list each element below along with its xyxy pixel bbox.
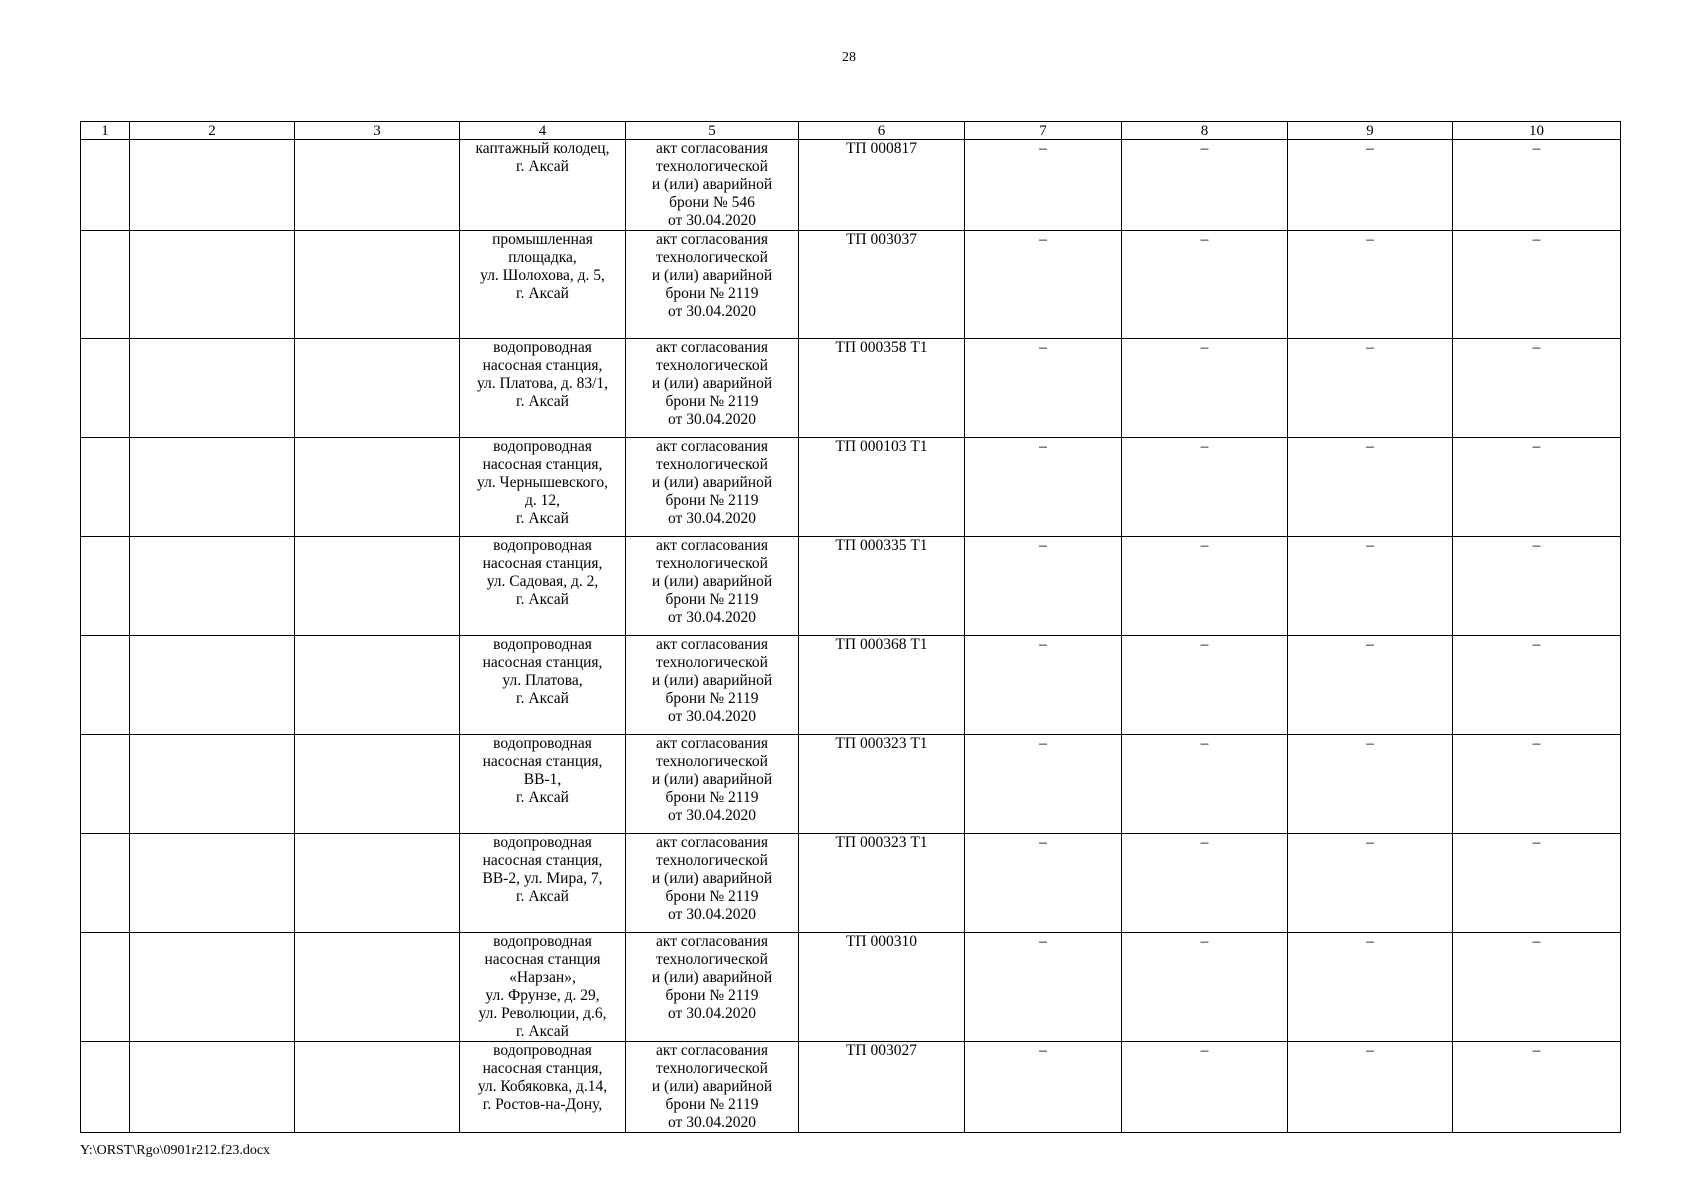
cell-text: – xyxy=(1200,140,1209,157)
table-cell-col-4 xyxy=(460,537,626,636)
table-cell-col-3 xyxy=(295,834,460,933)
cell-text: акт согласования технологической и (или) аварийной брони № 2119 от 30.04.2020 xyxy=(651,834,773,923)
cell-text: акт согласования технологической и (или) аварийной брони № 2119 от 30.04.2020 xyxy=(651,537,773,626)
cell-text: акт согласования технологической и (или) аварийной брони № 2119 от 30.04.2020 xyxy=(651,636,773,725)
table-cell-col-7 xyxy=(965,834,1122,933)
table-cell-col-10 xyxy=(1453,140,1621,231)
table-cell-col-7 xyxy=(965,231,1122,339)
table-cell-col-8 xyxy=(1122,1042,1288,1133)
table-cell-col-3 xyxy=(295,140,460,231)
table-cell-col-2 xyxy=(130,339,295,438)
cell-text: – xyxy=(1200,231,1209,248)
table-cell-col-4 xyxy=(460,834,626,933)
table-cell-col-6 xyxy=(799,636,965,735)
table-cell-col-4 xyxy=(460,1042,626,1133)
table-cell-col-6 xyxy=(799,1042,965,1133)
table-cell-col-9 xyxy=(1288,735,1453,834)
cell-text: – xyxy=(1366,933,1374,950)
table-cell-col-10 xyxy=(1453,933,1621,1042)
table-row xyxy=(81,735,1621,834)
table-cell-col-4 xyxy=(460,735,626,834)
cell-text: водопроводная насосная станция, ВВ-1, г. Аксай xyxy=(482,735,603,806)
data-table xyxy=(80,121,1621,1133)
table-cell-col-1 xyxy=(81,537,130,636)
table-cell-col-2 xyxy=(130,231,295,339)
table-cell-col-2 xyxy=(130,735,295,834)
table-cell-col-10 xyxy=(1453,231,1621,339)
cell-text: ТП 000335 Т1 xyxy=(835,537,928,554)
table-cell-col-4 xyxy=(460,933,626,1042)
cell-text: – xyxy=(1532,339,1541,356)
table-cell-col-1 xyxy=(81,735,130,834)
cell-text: – xyxy=(1200,438,1209,455)
table-cell-col-7 xyxy=(965,735,1122,834)
cell-text: акт согласования технологической и (или) аварийной брони № 2119 от 30.04.2020 xyxy=(651,231,773,320)
table-header-row xyxy=(81,122,1621,140)
cell-text: акт согласования технологической и (или) аварийной брони № 2119 от 30.04.2020 xyxy=(651,1042,773,1131)
cell-text: – xyxy=(1039,735,1047,752)
table-cell-col-8 xyxy=(1122,834,1288,933)
cell-text: – xyxy=(1039,834,1047,851)
cell-text: – xyxy=(1039,339,1047,356)
cell-text: водопроводная насосная станция, ВВ-2, ул. Мира, 7, г. Аксай xyxy=(482,834,603,905)
cell-text: ТП 000323 Т1 xyxy=(835,834,928,851)
table-cell-col-2 xyxy=(130,140,295,231)
table-cell-col-5 xyxy=(626,834,799,933)
table-cell-col-8 xyxy=(1122,735,1288,834)
cell-text: – xyxy=(1532,834,1541,851)
table-cell-col-8 xyxy=(1122,339,1288,438)
table-cell-col-10 xyxy=(1453,735,1621,834)
cell-text: водопроводная насосная станция, ул. Платова, д. 83/1, г. Аксай xyxy=(476,339,609,410)
cell-text: акт согласования технологической и (или) аварийной брони № 2119 от 30.04.2020 xyxy=(651,438,773,527)
header-cell: 7 xyxy=(965,122,1122,140)
table-cell-col-6 xyxy=(799,231,965,339)
table-row xyxy=(81,834,1621,933)
cell-text: – xyxy=(1200,636,1209,653)
table-cell-col-8 xyxy=(1122,636,1288,735)
cell-text: – xyxy=(1366,1042,1374,1059)
table-cell-col-1 xyxy=(81,140,130,231)
cell-text: ТП 000103 Т1 xyxy=(835,438,928,455)
cell-text: водопроводная насосная станция, ул. Чернышевского, д. 12, г. Аксай xyxy=(477,438,608,527)
table-cell-col-4 xyxy=(460,636,626,735)
header-cell: 10 xyxy=(1453,122,1621,140)
cell-text: акт согласования технологической и (или) аварийной брони № 2119 от 30.04.2020 xyxy=(651,735,773,824)
table-row xyxy=(81,537,1621,636)
table-cell-col-2 xyxy=(130,933,295,1042)
table-cell-col-3 xyxy=(295,735,460,834)
table-cell-col-6 xyxy=(799,933,965,1042)
table-cell-col-3 xyxy=(295,537,460,636)
header-cell: 4 xyxy=(460,122,626,140)
table-cell-col-5 xyxy=(626,1042,799,1133)
table-cell-col-2 xyxy=(130,636,295,735)
cell-text: акт согласования технологической и (или) аварийной брони № 546 от 30.04.2020 xyxy=(651,140,773,229)
cell-text: – xyxy=(1039,537,1047,554)
table-cell-col-8 xyxy=(1122,140,1288,231)
table-cell-col-10 xyxy=(1453,636,1621,735)
table-cell-col-5 xyxy=(626,636,799,735)
header-cell: 5 xyxy=(626,122,799,140)
cell-text: – xyxy=(1532,231,1541,248)
table-cell-col-1 xyxy=(81,834,130,933)
cell-text: – xyxy=(1200,834,1209,851)
cell-text: – xyxy=(1366,834,1374,851)
table-cell-col-8 xyxy=(1122,537,1288,636)
table-cell-col-7 xyxy=(965,537,1122,636)
table-cell-col-7 xyxy=(965,438,1122,537)
header-cell: 1 xyxy=(81,122,130,140)
table-cell-col-4 xyxy=(460,140,626,231)
header-cell: 6 xyxy=(799,122,965,140)
cell-text: – xyxy=(1200,933,1209,950)
cell-text: водопроводная насосная станция, ул. Кобяковка, д.14, г. Ростов-на-Дону, xyxy=(477,1042,608,1113)
table-row xyxy=(81,933,1621,1042)
table-cell-col-7 xyxy=(965,636,1122,735)
table-cell-col-5 xyxy=(626,933,799,1042)
header-cell: 8 xyxy=(1122,122,1288,140)
cell-text: – xyxy=(1200,735,1209,752)
cell-text: – xyxy=(1039,438,1047,455)
cell-text: водопроводная насосная станция, ул. Садовая, д. 2, г. Аксай xyxy=(482,537,603,608)
table-cell-col-3 xyxy=(295,339,460,438)
cell-text: – xyxy=(1532,1042,1541,1059)
cell-text: – xyxy=(1366,231,1374,248)
cell-text: ТП 000368 Т1 xyxy=(835,636,928,653)
table-cell-col-1 xyxy=(81,339,130,438)
table-cell-col-3 xyxy=(295,933,460,1042)
cell-text: акт согласования технологической и (или) аварийной брони № 2119 от 30.04.2020 xyxy=(651,933,773,1022)
cell-text: – xyxy=(1366,140,1374,157)
table-cell-col-6 xyxy=(799,438,965,537)
table-cell-col-3 xyxy=(295,231,460,339)
cell-text: – xyxy=(1200,1042,1209,1059)
cell-text: – xyxy=(1039,140,1047,157)
cell-text: – xyxy=(1039,933,1047,950)
cell-text: – xyxy=(1200,537,1209,554)
table-row xyxy=(81,438,1621,537)
table-cell-col-10 xyxy=(1453,834,1621,933)
table-cell-col-9 xyxy=(1288,834,1453,933)
cell-text: – xyxy=(1366,537,1374,554)
table-cell-col-2 xyxy=(130,1042,295,1133)
cell-text: – xyxy=(1532,438,1541,455)
cell-text: – xyxy=(1532,636,1541,653)
table-cell-col-9 xyxy=(1288,537,1453,636)
table-cell-col-1 xyxy=(81,636,130,735)
table-cell-col-8 xyxy=(1122,438,1288,537)
table-cell-col-3 xyxy=(295,1042,460,1133)
cell-text: – xyxy=(1039,1042,1047,1059)
cell-text: водопроводная насосная станция, ул. Платова, г. Аксай xyxy=(482,636,603,707)
table-cell-col-6 xyxy=(799,834,965,933)
table-cell-col-1 xyxy=(81,231,130,339)
header-cell: 3 xyxy=(295,122,460,140)
table-cell-col-5 xyxy=(626,537,799,636)
table-row xyxy=(81,140,1621,231)
table-cell-col-8 xyxy=(1122,231,1288,339)
table-cell-col-5 xyxy=(626,140,799,231)
cell-text: ТП 003037 xyxy=(845,231,918,248)
cell-text: ТП 000817 xyxy=(845,140,918,157)
table-cell-col-2 xyxy=(130,834,295,933)
table-cell-col-4 xyxy=(460,339,626,438)
cell-text: – xyxy=(1532,933,1541,950)
header-cell: 9 xyxy=(1288,122,1453,140)
table-cell-col-1 xyxy=(81,438,130,537)
cell-text: акт согласования технологической и (или) аварийной брони № 2119 от 30.04.2020 xyxy=(651,339,773,428)
table-cell-col-9 xyxy=(1288,339,1453,438)
cell-text: – xyxy=(1366,339,1374,356)
cell-text: – xyxy=(1200,339,1209,356)
table-cell-col-8 xyxy=(1122,933,1288,1042)
table-cell-col-9 xyxy=(1288,1042,1453,1133)
cell-text: – xyxy=(1532,735,1541,752)
table-cell-col-10 xyxy=(1453,1042,1621,1133)
table-cell-col-6 xyxy=(799,537,965,636)
table-cell-col-4 xyxy=(460,438,626,537)
cell-text: ТП 000358 Т1 xyxy=(835,339,928,356)
cell-text: ТП 003027 xyxy=(845,1042,918,1059)
page-number: 28 xyxy=(842,50,856,65)
cell-text: водопроводная насосная станция «Нарзан», ул. Фрунзе, д. 29, ул. Революции, д.6, г. Аксай xyxy=(478,933,607,1040)
cell-text: – xyxy=(1039,231,1047,248)
cell-text: – xyxy=(1532,140,1541,157)
table-row xyxy=(81,339,1621,438)
table-cell-col-9 xyxy=(1288,636,1453,735)
table-cell-col-10 xyxy=(1453,339,1621,438)
table-cell-col-10 xyxy=(1453,438,1621,537)
table-row xyxy=(81,1042,1621,1133)
table-cell-col-9 xyxy=(1288,140,1453,231)
cell-text: промышленная площадка, ул. Шолохова, д. 5, г. Аксай xyxy=(480,231,605,302)
cell-text: ТП 000323 Т1 xyxy=(835,735,928,752)
table-cell-col-5 xyxy=(626,735,799,834)
cell-text: – xyxy=(1366,735,1374,752)
table-cell-col-7 xyxy=(965,933,1122,1042)
table-cell-col-7 xyxy=(965,339,1122,438)
cell-text: каптажный колодец, г. Аксай xyxy=(475,140,610,175)
table-cell-col-9 xyxy=(1288,231,1453,339)
cell-text: – xyxy=(1366,438,1374,455)
table-cell-col-9 xyxy=(1288,933,1453,1042)
table-cell-col-9 xyxy=(1288,438,1453,537)
table-cell-col-2 xyxy=(130,537,295,636)
cell-text: – xyxy=(1366,636,1374,653)
table-cell-col-4 xyxy=(460,231,626,339)
table-cell-col-6 xyxy=(799,140,965,231)
table-cell-col-1 xyxy=(81,1042,130,1133)
cell-text: – xyxy=(1039,636,1047,653)
header-cell: 2 xyxy=(130,122,295,140)
table-row xyxy=(81,231,1621,339)
table-cell-col-6 xyxy=(799,735,965,834)
table-cell-col-6 xyxy=(799,339,965,438)
table-cell-col-10 xyxy=(1453,537,1621,636)
table-cell-col-3 xyxy=(295,636,460,735)
table-cell-col-2 xyxy=(130,438,295,537)
table-cell-col-3 xyxy=(295,438,460,537)
table-cell-col-5 xyxy=(626,339,799,438)
table-cell-col-5 xyxy=(626,231,799,339)
cell-text: – xyxy=(1532,537,1541,554)
table-row xyxy=(81,636,1621,735)
footer-file-path: Y:\ORST\Rgo\0901r212.f23.docx xyxy=(80,1143,271,1158)
cell-text: ТП 000310 xyxy=(845,933,918,950)
table-cell-col-1 xyxy=(81,933,130,1042)
table-cell-col-7 xyxy=(965,1042,1122,1133)
table-cell-col-7 xyxy=(965,140,1122,231)
table-cell-col-5 xyxy=(626,438,799,537)
